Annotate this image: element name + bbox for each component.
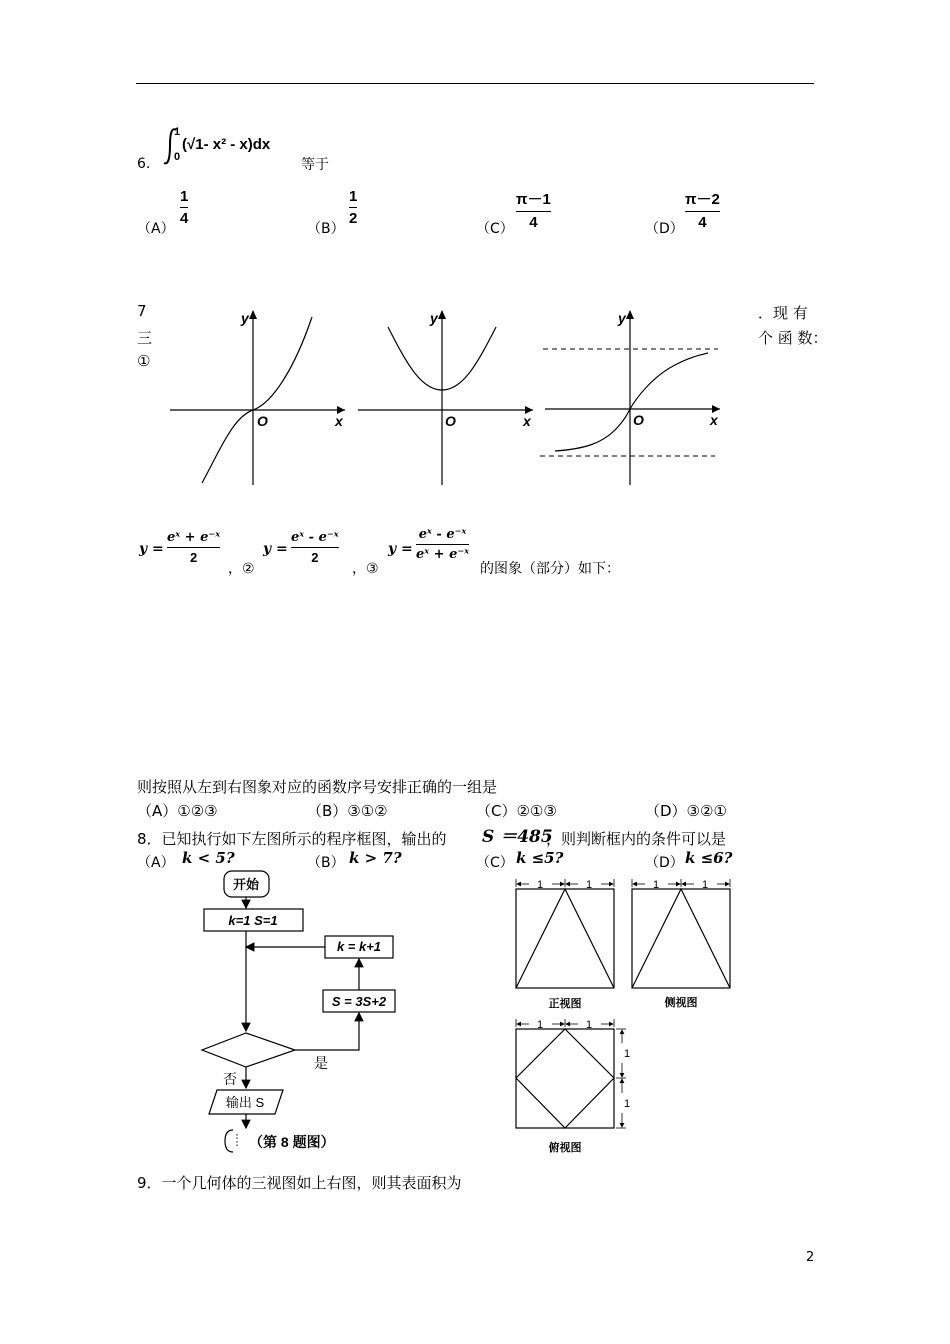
denominator: 4 xyxy=(698,214,707,231)
end-node xyxy=(225,1130,233,1152)
denominator: 2 xyxy=(311,550,319,565)
output-label: 输出 S xyxy=(225,1095,265,1110)
graph-1 xyxy=(165,305,350,490)
y-axis-label: y xyxy=(241,310,249,326)
q6-suffix: 等于 xyxy=(301,157,329,173)
func2-frac xyxy=(291,530,339,565)
q6-option-d-label: （D） xyxy=(645,221,684,237)
top-view xyxy=(516,1019,630,1154)
q6-option-c-label: （C） xyxy=(476,221,514,237)
x-axis-label: x xyxy=(710,412,718,428)
x-axis-label: x xyxy=(335,413,343,429)
dim-label: 1 xyxy=(652,879,660,891)
front-view xyxy=(516,879,614,1010)
update-s-label: S = 3S+2 xyxy=(331,994,387,1009)
three-view-figure xyxy=(505,873,750,1163)
q8-option-c-cond: k ≤5? xyxy=(516,849,564,867)
func3-lhs: y = xyxy=(388,541,413,557)
dim-label: 1 xyxy=(585,1019,593,1031)
denominator: eˣ + e⁻ˣ xyxy=(416,547,470,562)
q7-intro-right-1: ．现 有 xyxy=(758,304,808,322)
q8-option-d-cond: k ≤6? xyxy=(685,849,733,867)
func3-frac xyxy=(416,527,469,562)
dim-label: 1 xyxy=(585,879,593,891)
q8-option-a-label: （A） xyxy=(137,855,175,871)
denominator: 4 xyxy=(529,214,538,231)
graph-2 xyxy=(355,305,540,490)
func-tail: 的图象（部分）如下： xyxy=(480,561,620,577)
q6-option-b-frac xyxy=(349,188,357,227)
numerator: 1 xyxy=(180,188,189,205)
func-sep-2: ，③ xyxy=(352,561,379,577)
q6-option-a-frac xyxy=(180,188,188,227)
y-axis-label: y xyxy=(618,310,626,326)
top-view-label: 俯视图 xyxy=(548,1142,582,1154)
integral-upper: 1 xyxy=(174,126,181,138)
dim-label: 1 xyxy=(624,1098,631,1110)
update-k-label: k = k+1 xyxy=(336,939,382,954)
flowchart xyxy=(195,868,415,1160)
func2-lhs: y = xyxy=(263,541,288,557)
numerator: eˣ - e⁻ˣ xyxy=(291,530,339,545)
numerator: eˣ - e⁻ˣ xyxy=(418,527,467,542)
q8-option-a-cond: k < 5? xyxy=(182,849,235,867)
start-label: 开始 xyxy=(232,877,260,892)
q7-question: 则按照从左到右图象对应的函数序号安排正确的一组是 xyxy=(137,778,498,796)
denominator: 2 xyxy=(349,210,358,227)
integral-lower: 0 xyxy=(174,151,181,163)
q7-intro-right-2: 个 函 数： xyxy=(758,329,828,347)
q7-option-b: （B）③①② xyxy=(307,802,388,820)
no-label: 否 xyxy=(223,1071,237,1087)
front-view-label: 正视图 xyxy=(548,998,582,1010)
q8-option-b-label: （B） xyxy=(307,855,345,871)
y-axis-label: y xyxy=(430,310,438,326)
dim-label: 1 xyxy=(536,879,544,891)
decision-node xyxy=(202,1033,295,1067)
q6-option-a-label: （A） xyxy=(137,221,175,237)
q7-margin-2: 三 xyxy=(137,329,153,347)
q6-option-c-frac xyxy=(516,188,551,231)
origin-label: O xyxy=(257,413,268,429)
q6-option-b-label: （B） xyxy=(307,221,345,237)
dim-label: 1 xyxy=(536,1019,544,1031)
denominator: 4 xyxy=(180,210,189,227)
yes-label: 是 xyxy=(314,1055,328,1071)
dim-label: 1 xyxy=(624,1048,631,1060)
q6-integrand: (√1- x² - x)dx xyxy=(182,136,271,153)
q8-option-b-cond: k > 7? xyxy=(349,849,402,867)
q8-s-value: S ＝485 xyxy=(482,827,553,847)
q8-option-d-label: （D） xyxy=(645,855,684,871)
origin-label: O xyxy=(633,412,644,428)
denominator: 2 xyxy=(189,550,198,565)
func1-lhs: y = xyxy=(139,541,164,557)
graph-3 xyxy=(540,305,725,490)
func1-frac xyxy=(167,530,220,565)
numerator: eˣ + e⁻ˣ xyxy=(167,530,221,545)
numerator: 1 xyxy=(349,188,358,205)
q8-text-b: ，则判断框内的条件可以是 xyxy=(546,830,727,848)
q6-option-d-frac xyxy=(685,188,720,231)
q9-text: 9．一个几何体的三视图如上右图，则其表面积为 xyxy=(137,1174,462,1192)
q7-margin-3: ① xyxy=(137,352,151,370)
page-number: 2 xyxy=(806,1250,815,1265)
q7-option-a: （A）①②③ xyxy=(137,802,218,820)
dim-label: 1 xyxy=(701,879,709,891)
header-rule xyxy=(136,83,814,84)
q6-number: 6. xyxy=(137,156,151,172)
numerator: π－1 xyxy=(516,191,551,208)
init-label: k=1 S=1 xyxy=(228,913,278,928)
flowchart-caption: （第 8 题图） xyxy=(249,1134,335,1150)
q7-option-d: （D）③②① xyxy=(645,802,727,820)
func-sep-1: ，② xyxy=(228,561,255,577)
q7-number: 7 xyxy=(137,302,147,320)
q8-option-c-label: （C） xyxy=(476,855,514,871)
x-axis-label: x xyxy=(523,413,531,429)
q7-option-c: （C）②①③ xyxy=(476,802,557,820)
side-view xyxy=(632,879,730,1009)
side-view-label: 侧视图 xyxy=(664,997,698,1009)
numerator: π－2 xyxy=(685,191,720,208)
origin-label: O xyxy=(445,413,456,429)
q8-text-a: 8．已知执行如下左图所示的程序框图，输出的 xyxy=(137,830,447,848)
